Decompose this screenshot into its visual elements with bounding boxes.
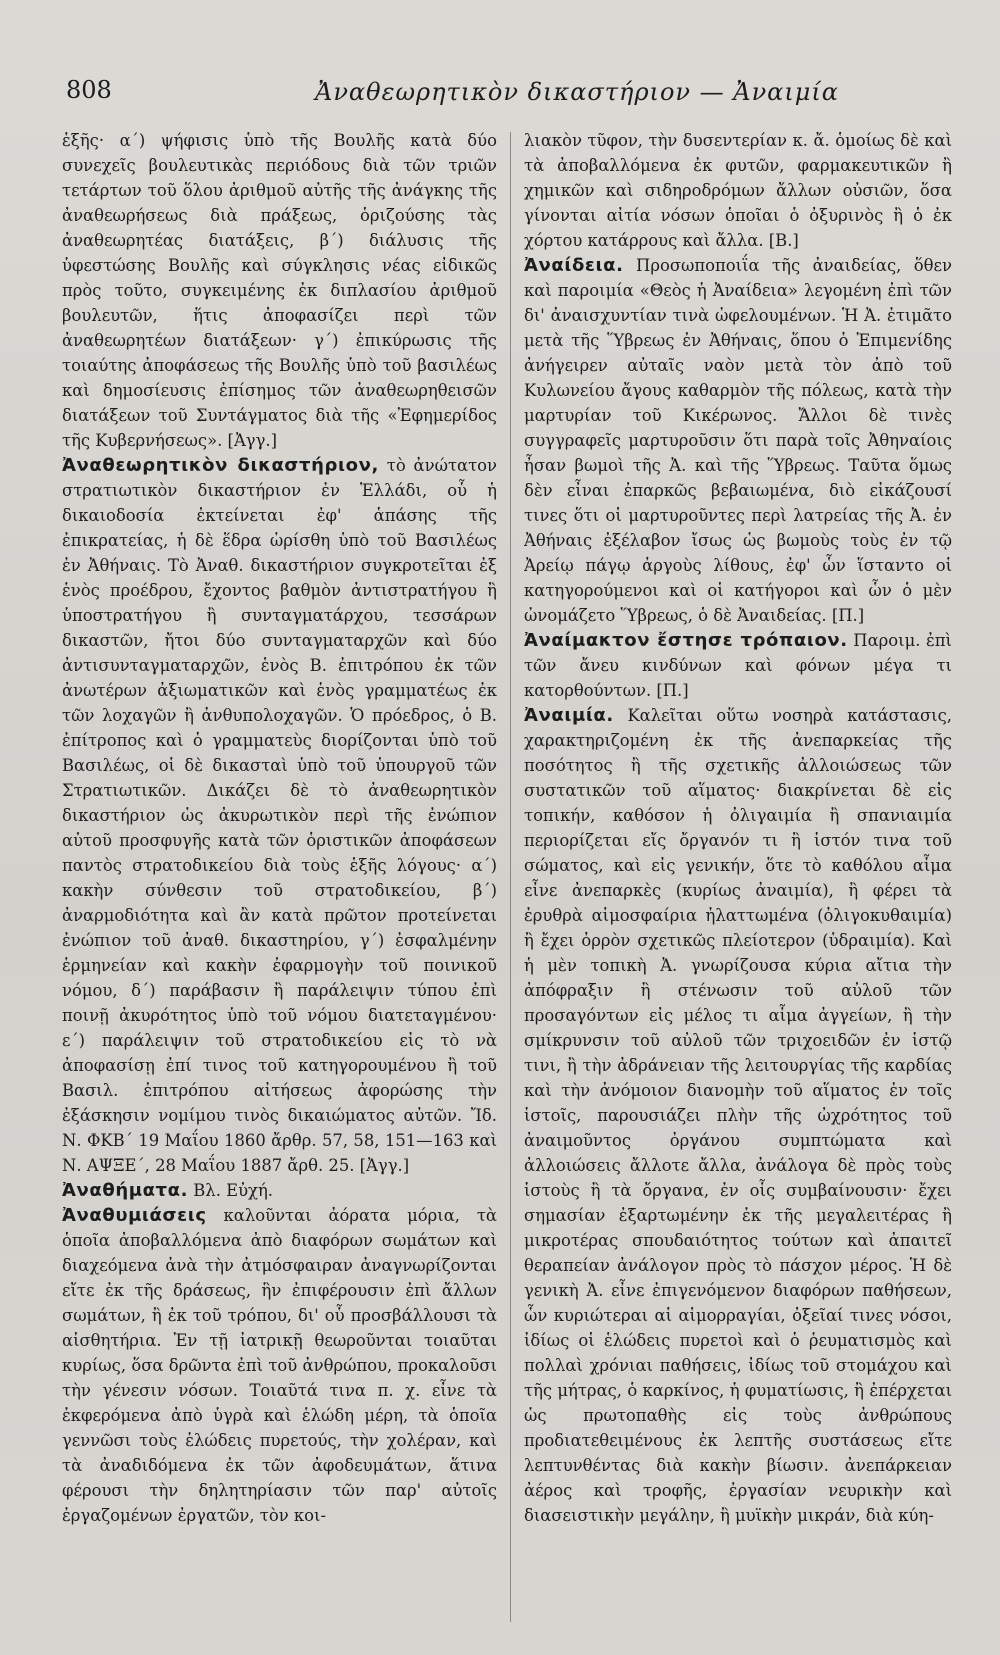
entry-text: Προσωποποιΐα τῆς ἀναιδείας, ὅθεν καὶ παροιμία «Θεὸς ἡ Ἀναίδεια» λεγομένη ἐπὶ τῶν δι' ἀναισχυντίαν τινὰ ὠφελουμένων. Ἡ Ἀ. ἐτιμᾶτο μετὰ τῆς Ὕβρεως ἐν Ἀθήναις, ὅπου ὁ Ἐπιμενίδης ἀνήγειρεν αὐταῖς ναὸν μετὰ τὸν ἀπὸ τοῦ Κυλωνείου ἄγους καθαρμὸν τῆς πόλεως, κατὰ τὴν μαρτυρίαν τοῦ Κικέρωνος. Ἄλλοι δὲ τινὲς συγγραφεῖς μαρτυροῦσιν ὅτι παρὰ τοῖς Ἀθηναίοις ἦσαν βωμοὶ τῆς Ἀ. καὶ τῆς Ὕβρεως. Ταῦτα ὅμως δὲν εἶναι ἐπαρκῶς βεβαιωμένα, διὸ εἰκάζουσί τινες ὅτι οἱ μαρτυροῦντες περὶ λατρείας τῆς Ἀ. ἐν Ἀθήναις ἐξέλαβον ἴσως ὡς βωμοὺς τοὺς ἐν τῷ Ἀρείῳ πάγῳ ἀργοὺς λίθους, ἐφ' ὧν ἵσταντο οἱ κατηγορούμενοι καὶ οἱ κατήγοροι καὶ ὧν ὁ μὲν ὠνομάζετο Ὕβρεως, ὁ δὲ Ἀναιδείας. [Π.] <box>524 256 952 625</box>
running-head: Ἀναθεωρητικὸν δικαστήριον — Ἀναιμία <box>314 78 840 106</box>
entry-anatheoritikon-dikastirion <box>62 453 497 1178</box>
page-number: 808 <box>66 76 112 104</box>
entry-headword: Ἀναίμακτον ἔστησε τρόπαιον. <box>524 630 848 651</box>
entry-text: λιακὸν τῦφον, τὴν δυσεντερίαν κ. ἄ. ὁμοίως δὲ καὶ τὰ ἀποβαλλόμενα ἐκ φυτῶν, φαρμακευτικῶν ἢ χημικῶν καὶ σιδηροδρόμων ἄλλων οὐσιῶν, ὅσα γίνονται αἰτία νόσων ὁποῖαι ὁ ὀξυρινὸς ἢ ὁ ἐκ χόρτου κατάρρους καὶ ἄλλα. [Β.] <box>524 131 952 250</box>
entry-anaimakton-tropaion <box>524 628 952 703</box>
text-columns <box>62 128 952 1628</box>
left-column <box>62 128 497 1628</box>
column-divider <box>510 132 511 1622</box>
entry-text: Βλ. Εὐχή. <box>193 1181 274 1200</box>
entry-text: τὸ ἀνώτατον στρατιωτικὸν δικαστήριον ἐν Ἑλλάδι, οὗ ἡ δικαιοδοσία ἐκτείνεται ἐφ' ἁπάσης τῆς ἐπικρατείας, ἡ δὲ ἕδρα ὡρίσθη ὑπὸ τοῦ Βασιλέως ἐν Ἀθήναις. Τὸ Ἀναθ. δικαστήριον συγκροτεῖται ἐξ ἑνὸς προέδρου, ἔχοντος βαθμὸν ἀντιστρατήγου ἢ ὑποστρατήγου ἢ συνταγματάρχου, τεσσάρων δικαστῶν, ἤτοι δύο συνταγματαρχῶν καὶ δύο ἀντισυνταγματαρχῶν, ἑνὸς Β. ἐπιτρόπου ἐκ τῶν ἀνωτέρων ἀξιωματικῶν καὶ ἑνὸς γραμματέως ἐκ τῶν λοχαγῶν ἢ ἀνθυπολοχαγῶν. Ὁ πρόεδρος, ὁ Β. ἐπίτροπος καὶ ὁ γραμματεὺς διορίζονται ὑπὸ τοῦ Βασιλέως, οἱ δὲ δικασταὶ ὑπὸ τοῦ ὑπουργοῦ τῶν Στρατιωτικῶν. Δικάζει δὲ τὸ ἀναθεωρητικὸν δικαστήριον ὡς ἀκυρωτικὸν περὶ τῆς ἐνώπιον αὐτοῦ προσφυγῆς κατὰ τῶν ὁριστικῶν ἀποφάσεων παντὸς στρατοδικείου διὰ τοὺς ἑξῆς λόγους· α΄) κακὴν σύνθεσιν τοῦ στρατοδικείου, β΄) ἀναρμοδιότητα καὶ ἂν κατὰ πρῶτον προτείνεται ἐνώπιον τοῦ ἀναθ. δικαστηρίου, γ΄) ἐσφαλμένην ἑρμηνείαν καὶ κακὴν ἐφαρμογὴν τοῦ ποινικοῦ νόμου, δ΄) παράβασιν ἢ παράλειψιν τύπου ἐπὶ ποινῇ ἀκυρότητος ὑπὸ τοῦ νόμου διατεταγμένου· ε΄) παράλειψιν τοῦ στρατοδικείου εἰς τὸ νὰ ἀποφασίσῃ ἐπί τινος τοῦ κατηγορουμένου ἢ τοῦ Βασιλ. ἐπιτρόπου αἰτήσεως ἀφορώσης τὴν ἐξάσκησιν νομίμου τινὸς δικαιώματος αὐτῶν. Ἴδ. Ν. ΦΚΒ΄ 19 Μαΐου 1860 ἄρθρ. 57, 58, 151—163 καὶ Ν. ΑΨΞΕ΄, 28 Μαΐου 1887 ἄρθ. 25. [Ἀγγ.] <box>62 456 497 1175</box>
entry-headword: Ἀναθυμιάσεις <box>62 1205 207 1226</box>
entry-continuation <box>62 128 497 453</box>
entry-headword: Ἀναιμία. <box>524 705 614 726</box>
entry-anathymiaseis <box>62 1203 497 1528</box>
entry-continuation <box>524 128 952 253</box>
entry-text: Καλεῖται οὕτω νοσηρὰ κατάστασις, χαρακτηριζομένη ἐκ τῆς ἀνεπαρκείας τῆς ποσότητος ἢ τῆς σχετικῆς ἀλλοιώσεως τῶν συστατικῶν τοῦ αἵματος· διακρίνεται δὲ εἰς τοπικήν, καθόσον ἡ ὀλιγαιμία ἢ σπανιαιμία περιορίζεται εἴς ὄργανόν τι ἢ ἱστόν τινα τοῦ σώματος, καὶ εἰς γενικήν, ὅτε τὸ καθόλου αἷμα εἶνε ἀνεπαρκὲς (κυρίως ἀναιμία), ἢ φέρει τὰ ἐρυθρὰ αἱμοσφαίρια ἠλαττωμένα (ὀλιγοκυθαιμία) ἢ ἔχει ὀρρὸν σχετικῶς πλείοτερον (ὑδραιμία). Καὶ ἡ μὲν τοπικὴ Ἀ. γνωρίζουσα κύρια αἴτια τὴν ἀπόφραξιν ἢ στένωσιν τοῦ αὐλοῦ τῶν προσαγόντων εἰς μέλος τι αἷμα ἀγγείων, ἢ τὴν σμίκρυνσιν τοῦ αὐλοῦ τῶν τριχοειδῶν ἐν ἱστῷ τινι, ἢ τὴν ἀδράνειαν τῆς λειτουργίας τῆς καρδίας καὶ τὴν ἀνόμοιον διανομὴν τοῦ αἵματος ἐν τοῖς ἱστοῖς, παρουσιάζει πλὴν τῆς ὠχρότητος τοῦ ἀναιμοῦντος ὀργάνου συμπτώματα καὶ ἀλλοιώσεις ἄλλοτε ἄλλα, ἀνάλογα δὲ πρὸς τοὺς ἱστοὺς ἢ τὰ ὄργανα, ἐν οἷς συμβαίνουσιν· ἔχει σημασίαν ἐξαρτωμένην ἐκ τῆς μεγαλειτέρας ἢ μικροτέρας σπουδαιότητος τούτων καὶ ἀπαιτεῖ θεραπείαν ἀνάλογον πρὸς τὸ πάσχον μέρος. Ἡ δὲ γενικὴ Ἀ. εἶνε ἐπιγενόμενον διαφόρων παθήσεων, ὧν κυριώτεραι αἱ αἱμορραγίαι, ὀξεῖαί τινες νόσοι, ἰδίως οἱ ἑλώδεις πυρετοὶ καὶ ὁ ῥευματισμὸς καὶ πολλαὶ χρόνιαι παθήσεις, ἰδίως τοῦ στομάχου καὶ τῆς μήτρας, ὁ καρκίνος, ἡ φυματίωσις, ἢ ἐπέρχεται ὡς πρωτοπαθὴς εἰς τοὺς ἀνθρώπους προδιατεθειμένους ἐκ λεπτῆς συστάσεως εἴτε λεπτυνθέντας διὰ κακὴν βίωσιν. ἀνεπάρκειαν ἀέρος καὶ τροφῆς, ἐργασίαν νευρικὴν καὶ διασειστικὴν μεγάλην, ἢ μυϊκὴν μικράν, διὰ κύη- <box>524 706 952 1525</box>
entry-text: καλοῦνται ἀόρατα μόρια, τὰ ὁποῖα ἀποβαλλόμενα ἀπὸ διαφόρων σωμάτων καὶ διαχεόμενα ἀνὰ τὴν ἀτμόσφαιραν ἀναγνωρίζονται εἴτε ἐκ τῆς δράσεως, ἣν ἐπιφέρουσιν ἐπὶ ἄλλων σωμάτων, ἢ ἐκ τοῦ τρόπου, δι' οὗ προσβάλλουσι τὰ αἰσθητήρια. Ἐν τῇ ἰατρικῇ θεωροῦνται τοιαῦται κυρίως, ὅσα δρῶντα ἐπὶ τοῦ ἀνθρώπου, προκαλοῦσι τὴν γένεσιν νόσων. Τοιαῦτά τινα π. χ. εἶνε τὰ ἐκφερόμενα ἀπὸ ὑγρὰ καὶ ἑλώδη μέρη, τὰ ὁποῖα γεννῶσι τοὺς ἑλώδεις πυρετούς, τὴν χολέραν, καὶ τὰ ἀναδιδόμενα ἐκ τῶν ἀφοδευμάτων, ἅτινα φέρουσι τὴν δηλητηρίασιν τῶν παρ' αὐτοῖς ἐργαζομένων ἐργατῶν, τὸν κοι- <box>62 1206 497 1525</box>
right-column <box>524 128 952 1628</box>
entry-headword: Ἀναίδεια. <box>524 255 624 276</box>
entry-anaideia <box>524 253 952 628</box>
entry-headword: Ἀναθεωρητικὸν δικαστήριον, <box>62 455 379 476</box>
entry-headword: Ἀναθήματα. <box>62 1180 189 1201</box>
entry-text: Παροιμ. ἐπὶ τῶν ἄνευ κινδύνων καὶ φόνων μέγα τι κατορθούντων. [Π.] <box>524 631 952 700</box>
page-header <box>62 70 960 110</box>
entry-anaimia <box>524 703 952 1528</box>
entry-anathimata <box>62 1178 497 1203</box>
entry-text: ἑξῆς· α΄) ψήφισις ὑπὸ τῆς Βουλῆς κατὰ δύο συνεχεῖς βουλευτικὰς περιόδους διὰ τῶν τριῶν τετάρτων τοῦ ὅλου ἀριθμοῦ αὐτῆς τῆς ἀνάγκης τῆς ἀναθεωρήσεως διὰ πράξεως, ὁριζούσης τὰς ἀναθεωρητέας διατάξεις, β΄) διάλυσις τῆς ὑφεστώσης Βουλῆς καὶ σύγκλησις νέας εἰδικῶς πρὸς τοῦτο, συγκειμένης ἐκ διπλασίου ἀριθμοῦ βουλευτῶν, ἥτις ἀποφασίζει περὶ τῶν ἀναθεωρητέων διατάξεων· γ΄) ἐπικύρωσις τῆς τοιαύτης ἀποφάσεως τῆς Βουλῆς ὑπὸ τοῦ βασιλέως καὶ δημοσίευσις ἐπίσημος τῶν ἀναθεωρηθεισῶν διατάξεων τοῦ Συντάγματος διὰ τῆς «Ἐφημερίδος τῆς Κυβερνήσεως». [Ἀγγ.] <box>62 131 497 450</box>
